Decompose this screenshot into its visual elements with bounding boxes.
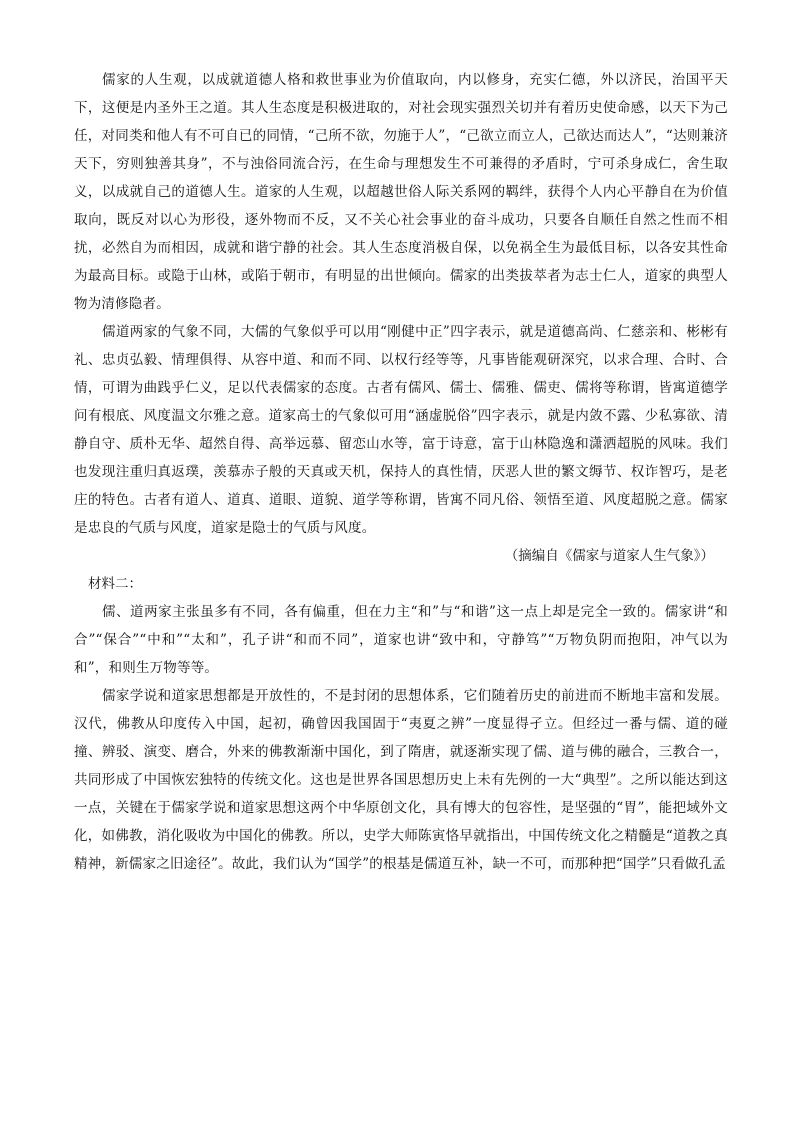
material-two-paragraph-1: 儒、道两家主张虽多有不同，各有偏重，但在力主“和”与“和谐”这一点上却是完全一致的。儒家讲“和合”“保合”“中和”“太和”，孔子讲“和而不同”，道家也讲“致中和，守静笃”“万物负阴而抱阳，冲气以为和”，和则生万物等等。 <box>74 604 728 676</box>
material-one <box>74 66 728 570</box>
material-two <box>74 570 728 878</box>
material-two-paragraph-2: 儒家学说和道家思想都是开放性的，不是封闭的思想体系，它们随着历史的前进而不断地丰富和发展。汉代，佛教从印度传入中国，起初，确曾因我国固于“夷夏之辨”一度显得孑立。但经过一番与儒、道的碰撞、辨驳、演变、磨合，外来的佛教渐渐中国化，到了隋唐，就逐渐实现了儒、道与佛的融合，三教合一，共同形成了中国恢宏独特的传统文化。这也是世界各国思想历史上未有先例的一大“典型”。之所以能达到这一点，关键在于儒家学说和道家思想这两个中华原创文化，具有博大的包容性，是坚强的“胃”，能把域外文化，如佛教，消化吸收为中国化的佛教。所以，史学大师陈寅恪早就指出，中国传统文化之精髓是“道教之真精神，新儒家之旧途径”。故此，我们认为“国学”的根基是儒道互补，缺一不可，而那种把“国学”只看做孔孟 <box>74 688 728 872</box>
document-page <box>74 66 728 878</box>
material-two-label: 材料二： <box>88 576 142 592</box>
material-one-paragraph-1: 儒家的人生观，以成就道德人格和救世事业为价值取向，内以修身，充实仁德，外以济民，治国平天下，这便是内圣外王之道。其人生态度是积极进取的，对社会现实强烈关切并有着历史使命感，以天下为己任，对同类和他人有不可自已的同情，“己所不欲，勿施于人”，“己欲立而立人，己欲达而达人”，“达则兼济天下，穷则独善其身”，不与浊俗同流合污，在生命与理想发生不可兼得的矛盾时，宁可杀身成仁，舍生取义，以成就自己的道德人生。道家的人生观，以超越世俗人际关系网的羁绊，获得个人内心平静自在为价值取向，既反对以心为形役，逐外物而不反，又不关心社会事业的奋斗成功，只要各自顺任自然之性而不相扰，必然自为而相因，成就和谐宁静的社会。其人生态度消极自保，以免祸全生为最低目标，以各安其性命为最高目标。或隐于山林，或陷于朝市，有明显的出世倾向。儒家的出类拔萃者为志士仁人，道家的典型人物为清修隐者。 <box>74 72 728 312</box>
source-citation: （摘编自《儒家与道家人生气象》） <box>504 548 714 564</box>
material-one-paragraph-2: 儒道两家的气象不同，大儒的气象似乎可以用“刚健中正”四字表示，就是道德高尚、仁慈亲和、彬彬有礼、忠贞弘毅、情理俱得、从容中道、和而不同、以权行经等等，凡事皆能观研深究，以求合理、合时、合情，可谓为曲践乎仁义，足以代表儒家的态度。古者有儒风、儒士、儒雅、儒吏、儒将等称谓，皆寓道德学问有根底、风度温文尔雅之意。道家高士的气象似可用“涵虚脱俗”四字表示，就是内敛不露、少私寡欲、清静自守、质朴无华、超然自得、高举远慕、留恋山水等，富于诗意，富于山林隐逸和潇洒超脱的风味。我们也发现注重归真返璞，羡慕赤子般的天真或天机，保持人的真性情，厌恶人世的繁文缛节、权诈智巧，是老庄的特色。古者有道人、道真、道眼、道貌、道学等称谓，皆寓不同凡俗、领悟至道、风度超脱之意。儒家是忠良的气质与风度，道家是隐士的气质与风度。 <box>74 324 728 536</box>
